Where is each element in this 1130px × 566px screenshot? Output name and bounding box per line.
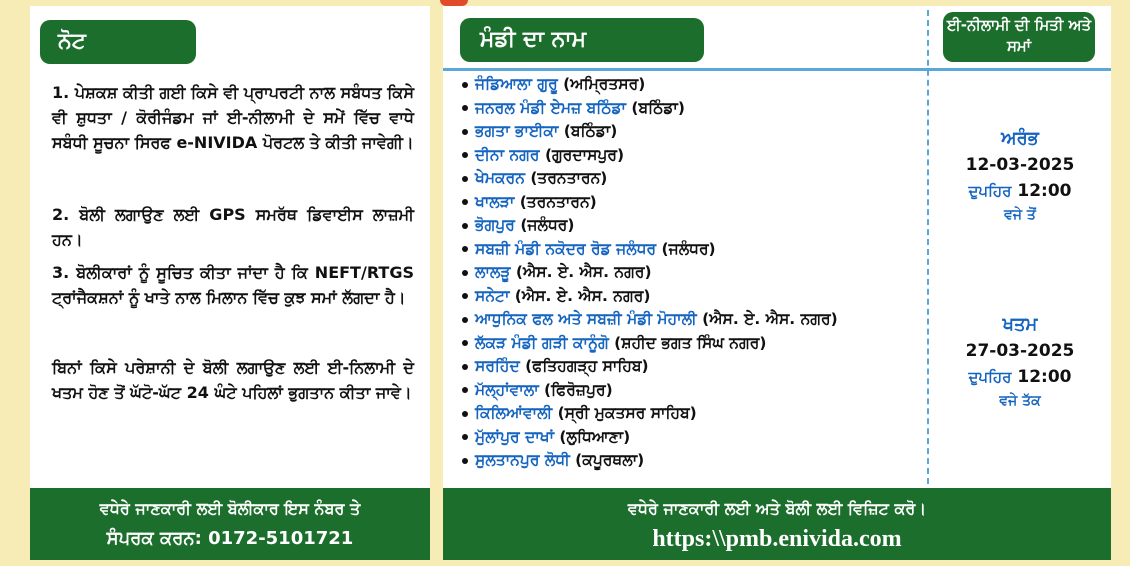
mandi-name: ਸੁਲਤਾਨਪੁਰ ਲੋਧੀ xyxy=(475,451,570,469)
note-item-2: 2. ਬੋਲੀ ਲਗਾਉਣ ਲਈ GPS ਸਮਰੱਥ ਡਿਵਾਈਸ ਲਾਜ਼ਮੀ ਹਨ। xyxy=(52,205,414,249)
mandi-list-item xyxy=(462,214,838,238)
start-time xyxy=(932,178,1108,204)
mandi-list xyxy=(462,73,838,473)
bullet-icon xyxy=(462,223,468,229)
mandi-name: ਲੱਕੜ ਮੰਡੀ ਗੜੀ ਕਾਨੂੰਗੋ xyxy=(475,333,609,352)
mandi-list-item xyxy=(462,402,838,426)
mandi-district: (ਗੁਰਦਾਸਪੁਰ) xyxy=(544,145,625,164)
mandi-name: ਮੱਲ੍ਹਾਂਵਾਲਾ xyxy=(475,380,539,399)
contact-footer xyxy=(30,488,430,560)
mandi-district: (ਫਤਿਹਗੜ੍ਹ ਸਾਹਿਬ) xyxy=(525,357,649,375)
mandi-name: ਜੰਡਿਆਲਾ ਗੁਰੂ xyxy=(475,75,558,93)
bullet-icon xyxy=(462,340,468,346)
mandi-header: ਮੰਡੀ ਦਾ ਨਾਮ xyxy=(460,18,704,62)
mandi-list-item xyxy=(462,308,838,332)
end-label: ਖਤਮ xyxy=(1002,314,1038,335)
mandi-district: (ਬਠਿੰਡਾ) xyxy=(563,122,618,140)
mandi-name: ਆਧੁਨਿਕ ਫਲ ਅਤੇ ਸਬਜ਼ੀ ਮੰਡੀ ਮੋਹਾਲੀ xyxy=(475,310,697,328)
mandi-list-item xyxy=(462,379,838,403)
bullet-icon xyxy=(462,246,468,252)
column-divider xyxy=(927,10,929,484)
website-footer xyxy=(443,488,1111,560)
mandi-name: ਕਿਲਿਆਂਵਾਲੀ xyxy=(475,404,553,422)
mandi-list-item xyxy=(462,120,838,144)
bullet-icon xyxy=(462,199,468,205)
bullet-icon xyxy=(462,411,468,417)
mandi-district: (ਲੁਧਿਆਣਾ) xyxy=(559,427,631,446)
mandi-district: (ਸ਼ਹੀਦ ਭਗਤ ਸਿੰਘ ਨਗਰ) xyxy=(614,333,767,352)
mandi-district: (ਸ੍ਰੀ ਮੁਕਤਸਰ ਸਾਹਿਬ) xyxy=(557,404,697,422)
mandi-district: (ਜਲੰਧਰ) xyxy=(520,216,575,234)
mandi-name: ਖੇਮਕਰਨ xyxy=(475,169,525,187)
mandi-name: ਮੁੱਲਾਂਪੁਰ ਦਾਖਾਂ xyxy=(475,427,554,446)
start-time-prefix: ਦੁਪਹਿਰ xyxy=(968,182,1012,200)
mandi-list-item xyxy=(462,97,838,121)
mandi-name: ਲਾਲੜੂ xyxy=(475,263,511,281)
mandi-district: (ਐਸ. ਏ. ਐਸ. ਨਗਰ) xyxy=(515,263,652,281)
mandi-list-item xyxy=(462,261,838,285)
end-suffix: ਵਜੇ ਤੱਕ xyxy=(999,393,1041,409)
note-item-4: ਬਿਨਾਂ ਕਿਸੇ ਪਰੇਸ਼ਾਨੀ ਦੇ ਬੋਲੀ ਲਗਾਉਣ ਲਈ ਈ-ਨਿਲਾਮੀ ਦੇ ਖਤਮ ਹੋਣ ਤੋਂ ਘੱਟੋ-ਘੱਟ 24 ਘੰਟੇ ਪਹਿਲਾਂ ਭੁਗਤਾਨ ਕੀਤਾ ਜਾਵੇ। xyxy=(52,358,414,402)
mandi-name: ਸਨੇਟਾ xyxy=(475,286,510,305)
mandi-list-item xyxy=(462,285,838,309)
end-date: 27-03-2025 xyxy=(965,341,1075,361)
start-date: 12-03-2025 xyxy=(965,155,1075,175)
mandi-name: ਸਰਹਿੰਦ xyxy=(475,357,520,375)
contact-phone: ਸੰਪਰਕ ਕਰਨ: 0172-5101721 xyxy=(106,528,354,549)
end-time-value: 12:00 xyxy=(1017,367,1072,387)
bullet-icon xyxy=(462,387,468,393)
mandi-list-item xyxy=(462,355,838,379)
start-time-value: 12:00 xyxy=(1017,181,1072,201)
end-time xyxy=(932,364,1108,390)
mandi-district: (ਤਰਨਤਾਰਨ) xyxy=(519,192,597,211)
mandi-list-item xyxy=(462,426,838,450)
bullet-icon xyxy=(462,317,468,323)
mandi-district: (ਫਿਰੋਜ਼ਪੁਰ) xyxy=(544,380,613,399)
start-date-block xyxy=(932,126,1108,226)
mandi-list-item xyxy=(462,144,838,168)
end-date-block xyxy=(932,312,1108,412)
note-title: ਨੋਟ xyxy=(40,20,196,64)
mandi-district: (ਜਲੰਧਰ) xyxy=(661,239,716,258)
mandi-list-item xyxy=(462,191,838,215)
mandi-name: ਸਬਜ਼ੀ ਮੰਡੀ ਨਕੋਦਰ ਰੋਡ ਜਲੰਧਰ xyxy=(475,239,657,258)
bullet-icon xyxy=(462,364,468,370)
note-item-1: 1. ਪੇਸ਼ਕਸ਼ ਕੀਤੀ ਗਈ ਕਿਸੇ ਵੀ ਪ੍ਰਾਪਰਟੀ ਨਾਲ ਸਬੰਧਤ ਕਿਸੇ ਵੀ ਸ਼ੁਧਤਾ / ਕੋਰੀਜੰਡਮ ਜਾਂ ਈ-ਨੀਲਾਮੀ ਦੇ ਸਮੇਂ ਵਿੱਚ ਵਾਧੇ ਸਬੰਧੀ ਸੂਚਨਾ ਸਿਰਫ e-NIVIDA ਪੋਰਟਲ ਤੇ ਕੀਤੀ ਜਾਵੇਗੀ। xyxy=(52,83,414,152)
start-label: ਅਰੰਭ xyxy=(1001,128,1039,149)
date-header: ਈ-ਨੀਲਾਮੀ ਦੀ ਮਿਤੀ ਅਤੇ ਸਮਾਂ xyxy=(943,12,1095,62)
bullet-icon xyxy=(462,105,468,111)
mandi-list-item xyxy=(462,449,838,473)
website-footer-line1: ਵਧੇਰੇ ਜਾਣਕਾਰੀ ਲਈ ਅਤੇ ਬੋਲੀ ਲਈ ਵਿਜ਼ਿਟ ਕਰੋ। xyxy=(627,499,927,518)
mandi-name: ਭਗਤਾ ਭਾਈਕਾ xyxy=(475,122,559,140)
mandi-list-item xyxy=(462,167,838,191)
mandi-district: (ਐਸ. ਏ. ਐਸ. ਨਗਰ) xyxy=(514,286,651,305)
mandi-name: ਦੀਨਾ ਨਗਰ xyxy=(475,145,540,164)
bullet-icon xyxy=(462,434,468,440)
bullet-icon xyxy=(462,129,468,135)
mandi-district: (ਅਮ੍ਰਿਤਸਰ) xyxy=(563,75,646,93)
bullet-icon xyxy=(462,458,468,464)
contact-footer-line1: ਵਧੇਰੇ ਜਾਣਕਾਰੀ ਲਈ ਬੋਲੀਕਾਰ ਇਸ ਨੰਬਰ ਤੇ xyxy=(99,499,361,518)
mandi-list-item xyxy=(462,73,838,97)
mandi-district: (ਕਪੂਰਥਲਾ) xyxy=(575,451,645,469)
mandi-name: ਜਨਰਲ ਮੰਡੀ ਏਮਜ਼ ਬਠਿੰਡਾ xyxy=(475,98,626,117)
bullet-icon xyxy=(462,270,468,276)
bullet-icon xyxy=(462,176,468,182)
bullet-icon xyxy=(462,293,468,299)
mandi-district: (ਬਠਿੰਡਾ) xyxy=(631,98,685,117)
mandi-district: (ਤਰਨਤਾਰਨ) xyxy=(530,169,608,187)
mandi-name: ਖਾਲੜਾ xyxy=(475,192,515,211)
mandi-name: ਭੋਗਪੁਰ xyxy=(475,216,515,234)
website-link[interactable]: https:\\pmb.enivida.com xyxy=(652,526,902,552)
end-time-prefix: ਦੁਪਹਿਰ xyxy=(968,368,1012,386)
bullet-icon xyxy=(462,152,468,158)
mandi-list-item xyxy=(462,332,838,356)
note-item-3: 3. ਬੋਲੀਕਾਰਾਂ ਨੂੰ ਸੂਚਿਤ ਕੀਤਾ ਜਾਂਦਾ ਹੈ ਕਿ NEFT/RTGS ਟ੍ਰਾਂਜੈਕਸ਼ਨਾਂ ਨੂੰ ਖਾਤੇ ਨਾਲ ਮਿਲਾਨ ਵਿੱਚ ਕੁਝ ਸਮਾਂ ਲੱਗਦਾ ਹੈ। xyxy=(52,263,414,307)
mandi-district: (ਐਸ. ਏ. ਐਸ. ਨਗਰ) xyxy=(702,310,838,328)
bullet-icon xyxy=(462,82,468,88)
mandi-list-item xyxy=(462,238,838,262)
start-suffix: ਵਜੇ ਤੋਂ xyxy=(1004,207,1036,223)
header-divider xyxy=(443,68,1111,71)
